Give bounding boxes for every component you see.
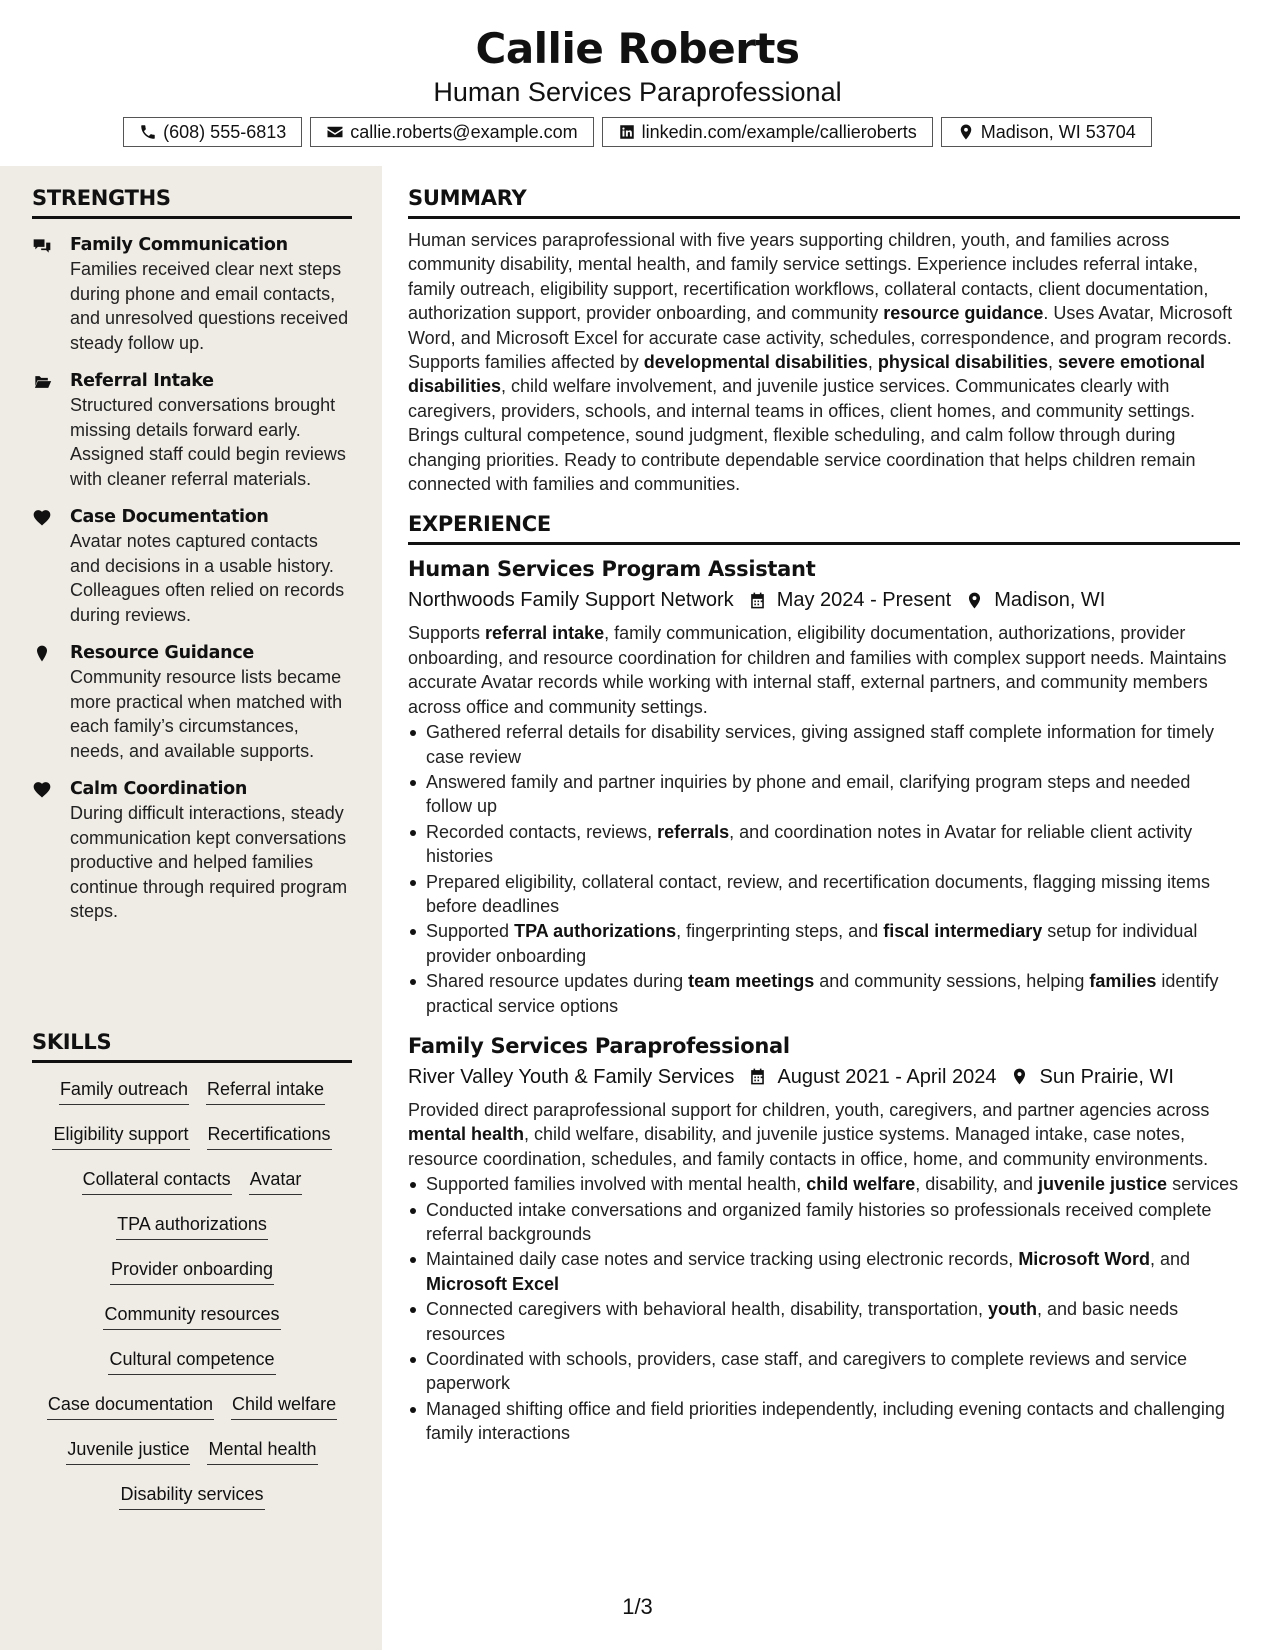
text-run: identify practical service options xyxy=(426,971,1219,1016)
emphasis-text: Microsoft Word xyxy=(1018,1249,1150,1270)
bullet-item xyxy=(408,770,1240,819)
skill-row xyxy=(32,1431,352,1476)
skill-tag: Cultural competence xyxy=(108,1347,275,1375)
strength-text: During difficult interactions, steady communication kept conversations productive and helped families continue through required program steps. xyxy=(70,803,348,921)
main-column xyxy=(408,166,1240,1446)
text-run: Human services paraprofessional with five years supporting children, youth, and families across community disability, mental health, and family service settings. Experience includes referral intake, family outreach, eligibility support, recertification workflows, collateral contacts, client documentation, authorization support, provider onboarding, and community xyxy=(408,230,1209,324)
text-run: Coordinated with schools, providers, case staff, and caregivers to complete reviews and service paperwork xyxy=(426,1349,1188,1394)
skill-tag: Recertifications xyxy=(207,1122,332,1150)
job-company: Northwoods Family Support Network xyxy=(408,589,734,612)
strength-item xyxy=(32,233,352,355)
resume-header xyxy=(0,0,1275,166)
job-meta xyxy=(408,1062,1240,1092)
contact-location-text: Madison, WI 53704 xyxy=(980,121,1136,142)
text-run: , and coordination notes in Avatar for reliable client activity histories xyxy=(426,821,1193,867)
strength-text: Structured conversations brought missing details forward early. Assigned staff could begin reviews with cleaner referral materials. xyxy=(70,395,346,489)
text-run: Supported xyxy=(426,921,515,942)
text-run: , fingerprinting steps, and xyxy=(676,921,884,942)
contact-location xyxy=(941,117,1152,147)
contact-linkedin[interactable] xyxy=(602,117,933,147)
text-run: Managed shifting office and field priorities independently, including evening contacts and challenging family interactions xyxy=(426,1398,1225,1444)
strength-item xyxy=(32,641,352,763)
skill-row xyxy=(32,1116,352,1161)
skill-tag: Family outreach xyxy=(59,1077,189,1105)
strength-title: Calm Coordination xyxy=(70,779,248,799)
job-bullets xyxy=(408,720,1240,1018)
map-pin-icon xyxy=(32,644,52,664)
bullet-item xyxy=(408,1198,1240,1247)
skill-row xyxy=(32,1071,352,1116)
jobs-list xyxy=(408,555,1240,1445)
skills-list xyxy=(32,1071,352,1521)
job-entry xyxy=(408,555,1240,1018)
text-run: , and xyxy=(1149,1249,1191,1270)
job-meta xyxy=(408,585,1240,615)
skill-row xyxy=(32,1161,352,1206)
strength-title: Case Documentation xyxy=(70,507,269,527)
skill-tag: Referral intake xyxy=(206,1077,325,1105)
job-dates: August 2021 - April 2024 xyxy=(777,1065,997,1088)
contact-linkedin-text: linkedin.com/example/callieroberts xyxy=(641,121,917,142)
strength-title: Family Communication xyxy=(70,235,288,255)
bullet-item xyxy=(408,1247,1240,1296)
emphasis-text: referral intake xyxy=(485,623,605,644)
comments-icon xyxy=(32,236,52,256)
text-run: Provided direct paraprofessional support for children, youth, caregivers, and partner agencies across xyxy=(408,1099,1210,1120)
candidate-title: Human Services Paraprofessional xyxy=(433,77,842,107)
skill-tag: Collateral contacts xyxy=(82,1167,232,1195)
job-entry xyxy=(408,1032,1240,1446)
skill-row xyxy=(32,1341,352,1386)
emphasis-text: physical disabilities xyxy=(877,352,1048,373)
bullet-item xyxy=(408,969,1240,1018)
skill-tag: Provider onboarding xyxy=(110,1257,274,1285)
folder-open-icon xyxy=(32,372,52,392)
skill-row xyxy=(32,1386,352,1431)
emphasis-text: fiscal intermediary xyxy=(883,921,1043,942)
strength-text: Families received clear next steps during phone and email contacts, and unresolved questions received steady follow up. xyxy=(70,259,349,353)
skill-tag: TPA authorizations xyxy=(116,1212,268,1240)
location-pin-icon xyxy=(957,123,975,141)
skill-tag: Juvenile justice xyxy=(66,1437,190,1465)
skill-tag: Disability services xyxy=(119,1482,264,1510)
skill-tag: Eligibility support xyxy=(52,1122,189,1150)
skill-row xyxy=(32,1476,352,1521)
emphasis-text: referrals xyxy=(657,821,730,842)
text-run: Maintained daily case notes and service tracking using electronic records, xyxy=(426,1249,1019,1270)
calendar-icon xyxy=(748,591,767,610)
envelope-icon xyxy=(326,123,344,141)
job-title: Human Services Program Assistant xyxy=(408,557,816,582)
bullet-item xyxy=(408,1297,1240,1346)
contact-bar xyxy=(0,117,1275,147)
contact-phone[interactable] xyxy=(123,117,302,147)
emphasis-text: youth xyxy=(987,1299,1037,1320)
skills-section xyxy=(32,1028,352,1521)
text-run: Answered family and partner inquiries by phone and email, clarifying program steps and needed follow up xyxy=(426,771,1191,817)
strength-item xyxy=(32,505,352,627)
text-run: , child welfare involvement, and juvenile justice services. Communicates clearly with caregivers, providers, schools, and internal teams in offices, client homes, and community settings. Brings cultural competence, sound judgment, flexible scheduling, and calm follow through during changing priorities. Ready to contribute dependable service coordination that helps children remain connected with families and communities. xyxy=(408,376,1196,495)
strengths-heading: STRENGTHS xyxy=(32,184,352,219)
location-pin-icon xyxy=(1010,1067,1029,1086)
bullet-item xyxy=(408,1172,1240,1196)
job-bullets xyxy=(408,1172,1240,1445)
text-run: Supports xyxy=(408,623,486,644)
bullet-item xyxy=(408,919,1240,968)
sidebar xyxy=(0,166,382,1650)
phone-icon xyxy=(139,123,157,141)
experience-heading: EXPERIENCE xyxy=(408,510,1240,545)
emphasis-text: Microsoft Excel xyxy=(426,1273,560,1294)
strength-item xyxy=(32,369,352,491)
text-run: , xyxy=(867,352,878,373)
emphasis-text: TPA authorizations xyxy=(514,921,677,942)
text-run: , family communication, eligibility documentation, authorizations, provider onboarding, and resource coordination for children and families with complex support needs. Maintains accurate Avatar records while working with internal staff, external partners, and community members across office and community settings. xyxy=(408,623,1227,717)
skill-tag: Avatar xyxy=(249,1167,303,1195)
skill-row xyxy=(32,1206,352,1251)
strength-text: Community resource lists became more practical when matched with each family’s circumstances, needs, and available supports. xyxy=(70,667,343,761)
text-run: Recorded contacts, reviews, xyxy=(426,821,658,842)
location-pin-icon xyxy=(965,591,984,610)
text-run: , disability, and xyxy=(915,1174,1038,1195)
text-run: Prepared eligibility, collateral contact, review, and recertification documents, flagging missing items before deadlines xyxy=(426,871,1211,916)
heart-icon xyxy=(32,780,52,800)
heart-icon xyxy=(32,508,52,528)
strength-item xyxy=(32,777,352,924)
strength-title: Referral Intake xyxy=(70,371,214,391)
bullet-item xyxy=(408,820,1240,869)
job-description xyxy=(408,1098,1240,1171)
skill-tag: Mental health xyxy=(207,1437,317,1465)
text-run: , child welfare, disability, and juvenile justice systems. Managed intake, case notes, resource coordination, schedules, and family contacts in office, home, and community environments. xyxy=(408,1124,1209,1169)
text-run: and community sessions, helping xyxy=(814,971,1090,992)
skills-heading: SKILLS xyxy=(32,1028,352,1063)
emphasis-text: child welfare xyxy=(806,1174,916,1195)
bullet-item xyxy=(408,870,1240,919)
text-run: Shared resource updates during xyxy=(426,971,689,992)
skill-tag: Case documentation xyxy=(47,1392,214,1420)
emphasis-text: severe emotional disabilities xyxy=(408,352,1206,397)
summary-section xyxy=(408,184,1240,496)
text-run: setup for individual provider onboarding xyxy=(426,921,1198,966)
summary-heading: SUMMARY xyxy=(408,184,1240,219)
skill-row xyxy=(32,1296,352,1341)
job-company: River Valley Youth & Family Services xyxy=(408,1065,735,1088)
experience-section xyxy=(408,510,1240,1445)
job-description xyxy=(408,621,1240,719)
candidate-name: Callie Roberts xyxy=(475,24,800,73)
emphasis-text: families xyxy=(1089,971,1157,992)
emphasis-text: mental health xyxy=(408,1124,525,1145)
contact-phone-text: (608) 555-6813 xyxy=(163,121,287,142)
text-run: Supported families involved with mental health, xyxy=(426,1174,807,1195)
skill-tag: Child welfare xyxy=(231,1392,337,1420)
calendar-icon xyxy=(748,1067,767,1086)
emphasis-text: developmental disabilities xyxy=(643,352,868,373)
text-run: services xyxy=(1167,1174,1239,1195)
bullet-item xyxy=(408,720,1240,769)
linkedin-icon xyxy=(618,123,636,141)
text-run: Gathered referral details for disability services, giving assigned staff complete information for timely case review xyxy=(426,722,1215,767)
job-title: Family Services Paraprofessional xyxy=(408,1033,790,1058)
summary-text xyxy=(408,228,1240,496)
bullet-item xyxy=(408,1347,1240,1396)
text-run: , xyxy=(1047,352,1058,373)
page-number: 1/3 xyxy=(622,1594,653,1619)
emphasis-text: resource guidance xyxy=(883,303,1044,324)
text-run: Conducted intake conversations and organized family histories so professionals received complete referral backgrounds xyxy=(426,1199,1212,1244)
strength-text: Avatar notes captured contacts and decisions in a usable history. Colleagues often relied on records during reviews. xyxy=(70,531,345,625)
job-dates: May 2024 - Present xyxy=(776,589,952,612)
skill-tag: Community resources xyxy=(103,1302,280,1330)
skill-row xyxy=(32,1251,352,1296)
bullet-item xyxy=(408,1397,1240,1446)
contact-email[interactable] xyxy=(310,117,593,147)
strength-title: Resource Guidance xyxy=(70,643,254,663)
strengths-section xyxy=(32,184,352,924)
job-location: Sun Prairie, WI xyxy=(1039,1065,1174,1088)
emphasis-text: team meetings xyxy=(688,971,815,992)
text-run: Connected caregivers with behavioral health, disability, transportation, xyxy=(426,1299,988,1320)
text-run: . Uses Avatar, Microsoft Word, and Microsoft Excel for accurate case activity, schedules, correspondence, and program records. Supports families affected by xyxy=(408,303,1233,373)
text-run: , and basic needs resources xyxy=(426,1299,1179,1344)
job-location: Madison, WI xyxy=(994,589,1106,612)
contact-email-text: callie.roberts@example.com xyxy=(350,121,578,142)
emphasis-text: juvenile justice xyxy=(1038,1174,1168,1195)
